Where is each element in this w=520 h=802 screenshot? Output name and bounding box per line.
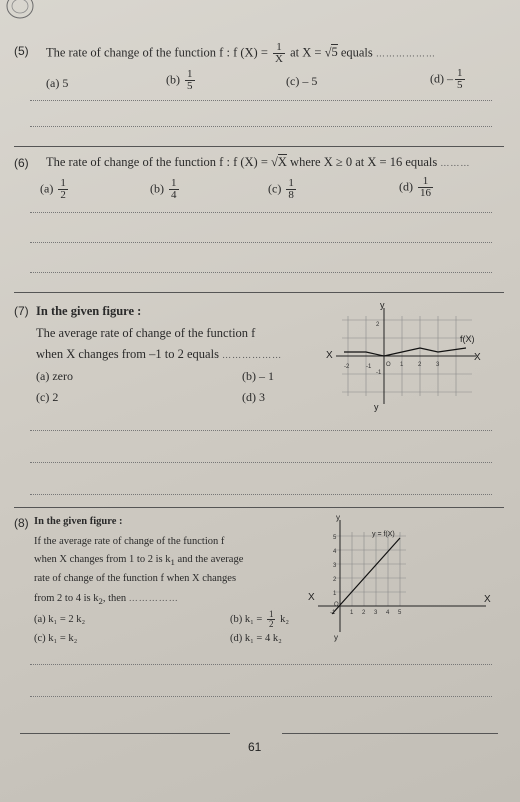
tick-label: 2	[362, 610, 366, 616]
q7-function-graph	[322, 300, 494, 416]
fraction	[185, 69, 195, 92]
stem-text: , then	[102, 593, 127, 604]
fraction	[455, 68, 465, 91]
numerator: 1	[418, 176, 433, 188]
stem-line: rate of change of the function f when X changes	[34, 573, 237, 584]
x-neg-label: X	[326, 350, 333, 361]
tick-label: -1	[366, 364, 372, 370]
numerator: 1	[60, 177, 66, 189]
answer-line	[30, 664, 492, 665]
footer-rule-right	[282, 733, 498, 734]
answer-line	[30, 126, 492, 127]
denominator: 2	[268, 619, 274, 629]
y-neg-label: y	[334, 633, 338, 642]
answer-blank: ………………	[375, 48, 436, 59]
option-b	[166, 69, 197, 92]
option-label: (b)	[150, 181, 164, 196]
stem-text: where X ≥ 0 at X = 16 equals	[290, 155, 438, 169]
school-seal-stamp	[2, 0, 36, 22]
stem-text: at X =	[290, 45, 322, 60]
section-divider	[14, 507, 504, 508]
stem-line	[34, 554, 243, 567]
x-axis-label: X	[474, 352, 481, 363]
radicand: 5	[331, 45, 338, 60]
fraction	[267, 610, 276, 629]
answer-line	[30, 100, 492, 101]
stem-text: The rate of change of the function f : f (X) =	[46, 45, 268, 60]
question-heading: In the given figure :	[36, 304, 142, 318]
numerator: 1	[288, 177, 294, 189]
option-b	[230, 610, 289, 629]
tick-label: -1	[376, 370, 382, 376]
fraction	[286, 178, 296, 201]
option-d: (d) k₁ = 4 k₂	[230, 633, 282, 644]
numerator: 1	[171, 177, 177, 189]
stem-line: The average rate of change of the function f	[36, 326, 256, 340]
tick-label: 2	[418, 362, 422, 368]
answer-line	[30, 212, 492, 213]
option-d: (d) 3	[242, 390, 265, 404]
option-c	[268, 178, 298, 201]
option-a	[46, 76, 68, 91]
stem-text: when X changes from –1 to 2 equals	[36, 347, 219, 361]
answer-line	[30, 430, 492, 431]
sign: –	[447, 71, 453, 86]
tick-label: 1	[333, 591, 337, 597]
question-stem	[46, 155, 470, 170]
tick-label: 4	[333, 549, 337, 555]
option-text: k₂	[280, 613, 289, 625]
origin-label: O	[334, 602, 339, 608]
question-number: (5)	[14, 44, 29, 58]
option-c: (c) 2	[36, 390, 59, 404]
tick-label: 3	[333, 563, 337, 569]
option-c: (c) k₁ = k₂	[34, 633, 78, 644]
denominator: 2	[60, 189, 66, 201]
denominator: 8	[288, 189, 294, 201]
fraction	[418, 176, 433, 199]
tick-label: 2	[376, 322, 380, 328]
numerator: 1	[457, 67, 463, 79]
option-label: (c)	[268, 181, 282, 196]
curve-label: y = f(X)	[372, 531, 395, 538]
square-root: √5	[324, 45, 338, 60]
denominator: 5	[187, 80, 193, 92]
page-number: 61	[248, 740, 262, 754]
answer-blank: ……………	[128, 593, 179, 603]
denominator: 5	[457, 79, 463, 91]
tick-label: 2	[333, 577, 337, 583]
fraction	[58, 178, 68, 201]
square-root: √X	[271, 155, 287, 169]
tick-label: 3	[374, 610, 378, 616]
question-6	[14, 156, 504, 216]
option-c	[286, 74, 317, 89]
stem-text: when X changes from 1 to 2 is k	[34, 554, 171, 565]
option-label: (a)	[46, 76, 60, 90]
footer-rule-left	[20, 733, 230, 734]
stem-line	[34, 593, 179, 606]
stem-line	[36, 347, 282, 362]
option-value: – 5	[302, 74, 318, 88]
q8-function-graph	[304, 514, 504, 644]
option-a: (a) k₁ = 2 k₂	[34, 614, 86, 625]
option-d	[430, 68, 467, 91]
stem-text: equals	[340, 45, 373, 60]
option-label: (a)	[40, 181, 54, 196]
question-number: (6)	[14, 156, 29, 170]
question-number: (8)	[14, 516, 29, 530]
fraction	[169, 178, 179, 201]
answer-line	[30, 494, 492, 495]
tick-label: 4	[386, 610, 390, 616]
answer-line	[30, 462, 492, 463]
option-label: (d)	[399, 179, 413, 194]
answer-blank: ………………	[222, 350, 283, 360]
option-label: (d)	[430, 71, 444, 86]
option-b	[150, 178, 181, 201]
radicand: X	[277, 155, 287, 169]
tick-label: 5	[398, 610, 402, 616]
option-a: (a) zero	[36, 369, 73, 383]
stem-line: If the average rate of change of the function f	[34, 536, 225, 547]
tick-label: 1	[350, 610, 354, 616]
function-curve	[344, 348, 466, 356]
answer-line	[30, 242, 492, 243]
tick-label: 5	[333, 535, 337, 541]
option-b: (b) – 1	[242, 369, 274, 383]
tick-label: -1	[330, 610, 336, 616]
stem-text: from 2 to 4 is k	[34, 593, 99, 604]
tick-label: 3	[436, 362, 440, 368]
tick-label: -2	[344, 364, 350, 370]
tick-label: 1	[400, 362, 404, 368]
denominator: X	[275, 53, 283, 65]
stem-text: The rate of change of the function f : f (X) =	[46, 155, 268, 169]
question-heading: In the given figure :	[34, 516, 123, 527]
y-axis-label: y	[336, 514, 340, 522]
question-number: (7)	[14, 304, 29, 318]
option-a	[40, 178, 70, 201]
denominator: 16	[420, 187, 431, 199]
option-label: (c)	[286, 74, 300, 88]
subscript: 1	[170, 557, 175, 568]
option-d	[399, 176, 435, 199]
numerator: 1	[268, 609, 274, 619]
answer-line	[30, 696, 492, 697]
x-axis-label: X	[484, 594, 491, 605]
section-divider	[14, 292, 504, 293]
numerator: 1	[187, 68, 193, 80]
section-divider	[14, 146, 504, 147]
option-label: (b)	[166, 72, 180, 87]
option-value: 5	[62, 76, 69, 90]
subscript: 2	[98, 596, 103, 607]
y-neg-label: y	[374, 402, 379, 412]
y-axis-label: y	[380, 300, 385, 310]
question-5	[14, 41, 504, 104]
function-curve	[332, 538, 400, 614]
answer-line	[30, 272, 492, 273]
numerator: 1	[273, 42, 285, 54]
stem-text: and the average	[177, 554, 244, 565]
answer-blank: ………	[440, 158, 471, 168]
curve-label: f(X)	[460, 334, 475, 344]
denominator: 4	[171, 189, 177, 201]
fraction	[273, 42, 285, 65]
question-stem	[46, 42, 436, 65]
origin-label: O	[386, 362, 391, 368]
x-neg-label: X	[308, 592, 315, 603]
option-text: (b) k₁ =	[230, 613, 263, 625]
